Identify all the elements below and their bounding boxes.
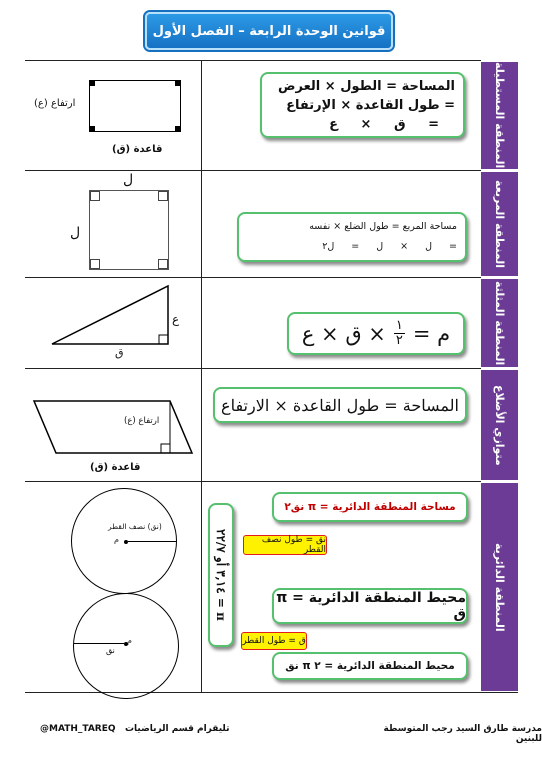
circle-radius-label: (نق) نصف القطر (108, 522, 162, 531)
row-divider (25, 481, 481, 482)
circle-area-formula: مساحة المنطقة الدائرية = π نق٢ (284, 501, 456, 513)
triangle-formula-end: × ق × ع (301, 321, 386, 346)
circle-center-label: م (127, 636, 132, 645)
section-label-circle: المنطقة الدائرية (481, 483, 518, 691)
pi-value: π = ٣,١٤ أو ٢٢/٧ (214, 529, 228, 621)
square-formula-card (237, 212, 467, 262)
row-divider (25, 368, 481, 369)
rectangle-formula-card (260, 72, 465, 138)
square-shape (89, 190, 169, 270)
triangle-formula-start: م = (412, 321, 451, 346)
circle-shape-2 (73, 593, 179, 699)
section-label-square: المنطقة المربعة (481, 172, 518, 276)
row-divider (25, 170, 481, 171)
rectangle-base-label: قاعدة (ق) (112, 144, 163, 155)
parallelogram-base-label: قاعدة (ق) (90, 462, 141, 473)
square-side-label: ل (123, 172, 134, 188)
circle-perimeter-card-2 (272, 652, 468, 680)
triangle-formula-card (287, 312, 465, 355)
section-label-rectangle: المنطقة المستطيلة (481, 62, 518, 169)
square-side-label: ل (70, 225, 81, 241)
rectangle-formula-line: = ق × ع (329, 117, 439, 132)
circle-area-card (272, 492, 468, 522)
footer-handle: @MATH_TAREQ (40, 724, 116, 734)
circle-radius-short-label: نق (106, 646, 115, 655)
square-formula-line: = ل × ل = ل٢ (322, 241, 457, 252)
fraction-half: ١ ٢ (395, 318, 403, 348)
triangle-shape (40, 282, 180, 352)
pi-value-card (208, 503, 234, 647)
rectangle-shape (89, 80, 181, 132)
row-divider (25, 277, 481, 278)
circle-radius-line (74, 643, 124, 644)
section-label-triangle: المنطقة المثلثة (481, 279, 518, 367)
parallelogram-height-label: ارتفاع (ع) (124, 416, 160, 426)
footer-telegram: تليقرام قسم الرياضيات (125, 724, 230, 734)
footer-school: مدرسة طارق السيد رجب المتوسطة للبنين (383, 724, 542, 744)
radius-note: نق = طول نصف القطر (243, 535, 327, 555)
circle-perimeter-card (272, 588, 468, 624)
circle-center-label: م (114, 535, 119, 544)
circle-perimeter-formula: محيط المنطقة الدائرية = π ق (276, 590, 466, 622)
page-title: قوانين الوحدة الرابعة – الفصل الأول (145, 12, 393, 50)
rectangle-formula-line: = طول القاعدة × الإرتفاع (286, 98, 455, 113)
diameter-note: ق = طول القطر (241, 632, 307, 650)
square-formula-line: مساحة المربع = طول الضلع × نفسه (309, 221, 457, 232)
column-divider (201, 60, 202, 692)
rectangle-height-label: ارتفاع (ع) (34, 98, 76, 109)
row-divider (25, 60, 481, 61)
triangle-base-label: ق (115, 346, 124, 359)
circle-perimeter-formula-2: محيط المنطقة الدائرية = ٢ π نق (285, 660, 455, 672)
rectangle-formula-line: المساحة = الطول × العرض (278, 79, 455, 94)
circle-radius-line (128, 541, 176, 542)
parallelogram-formula-card: المساحة = طول القاعدة × الارتفاع (213, 387, 467, 423)
triangle-height-label: ع (172, 312, 180, 326)
section-label-parallelogram: متوازي الأضلاع (481, 370, 518, 480)
parallelogram-shape (30, 395, 195, 460)
